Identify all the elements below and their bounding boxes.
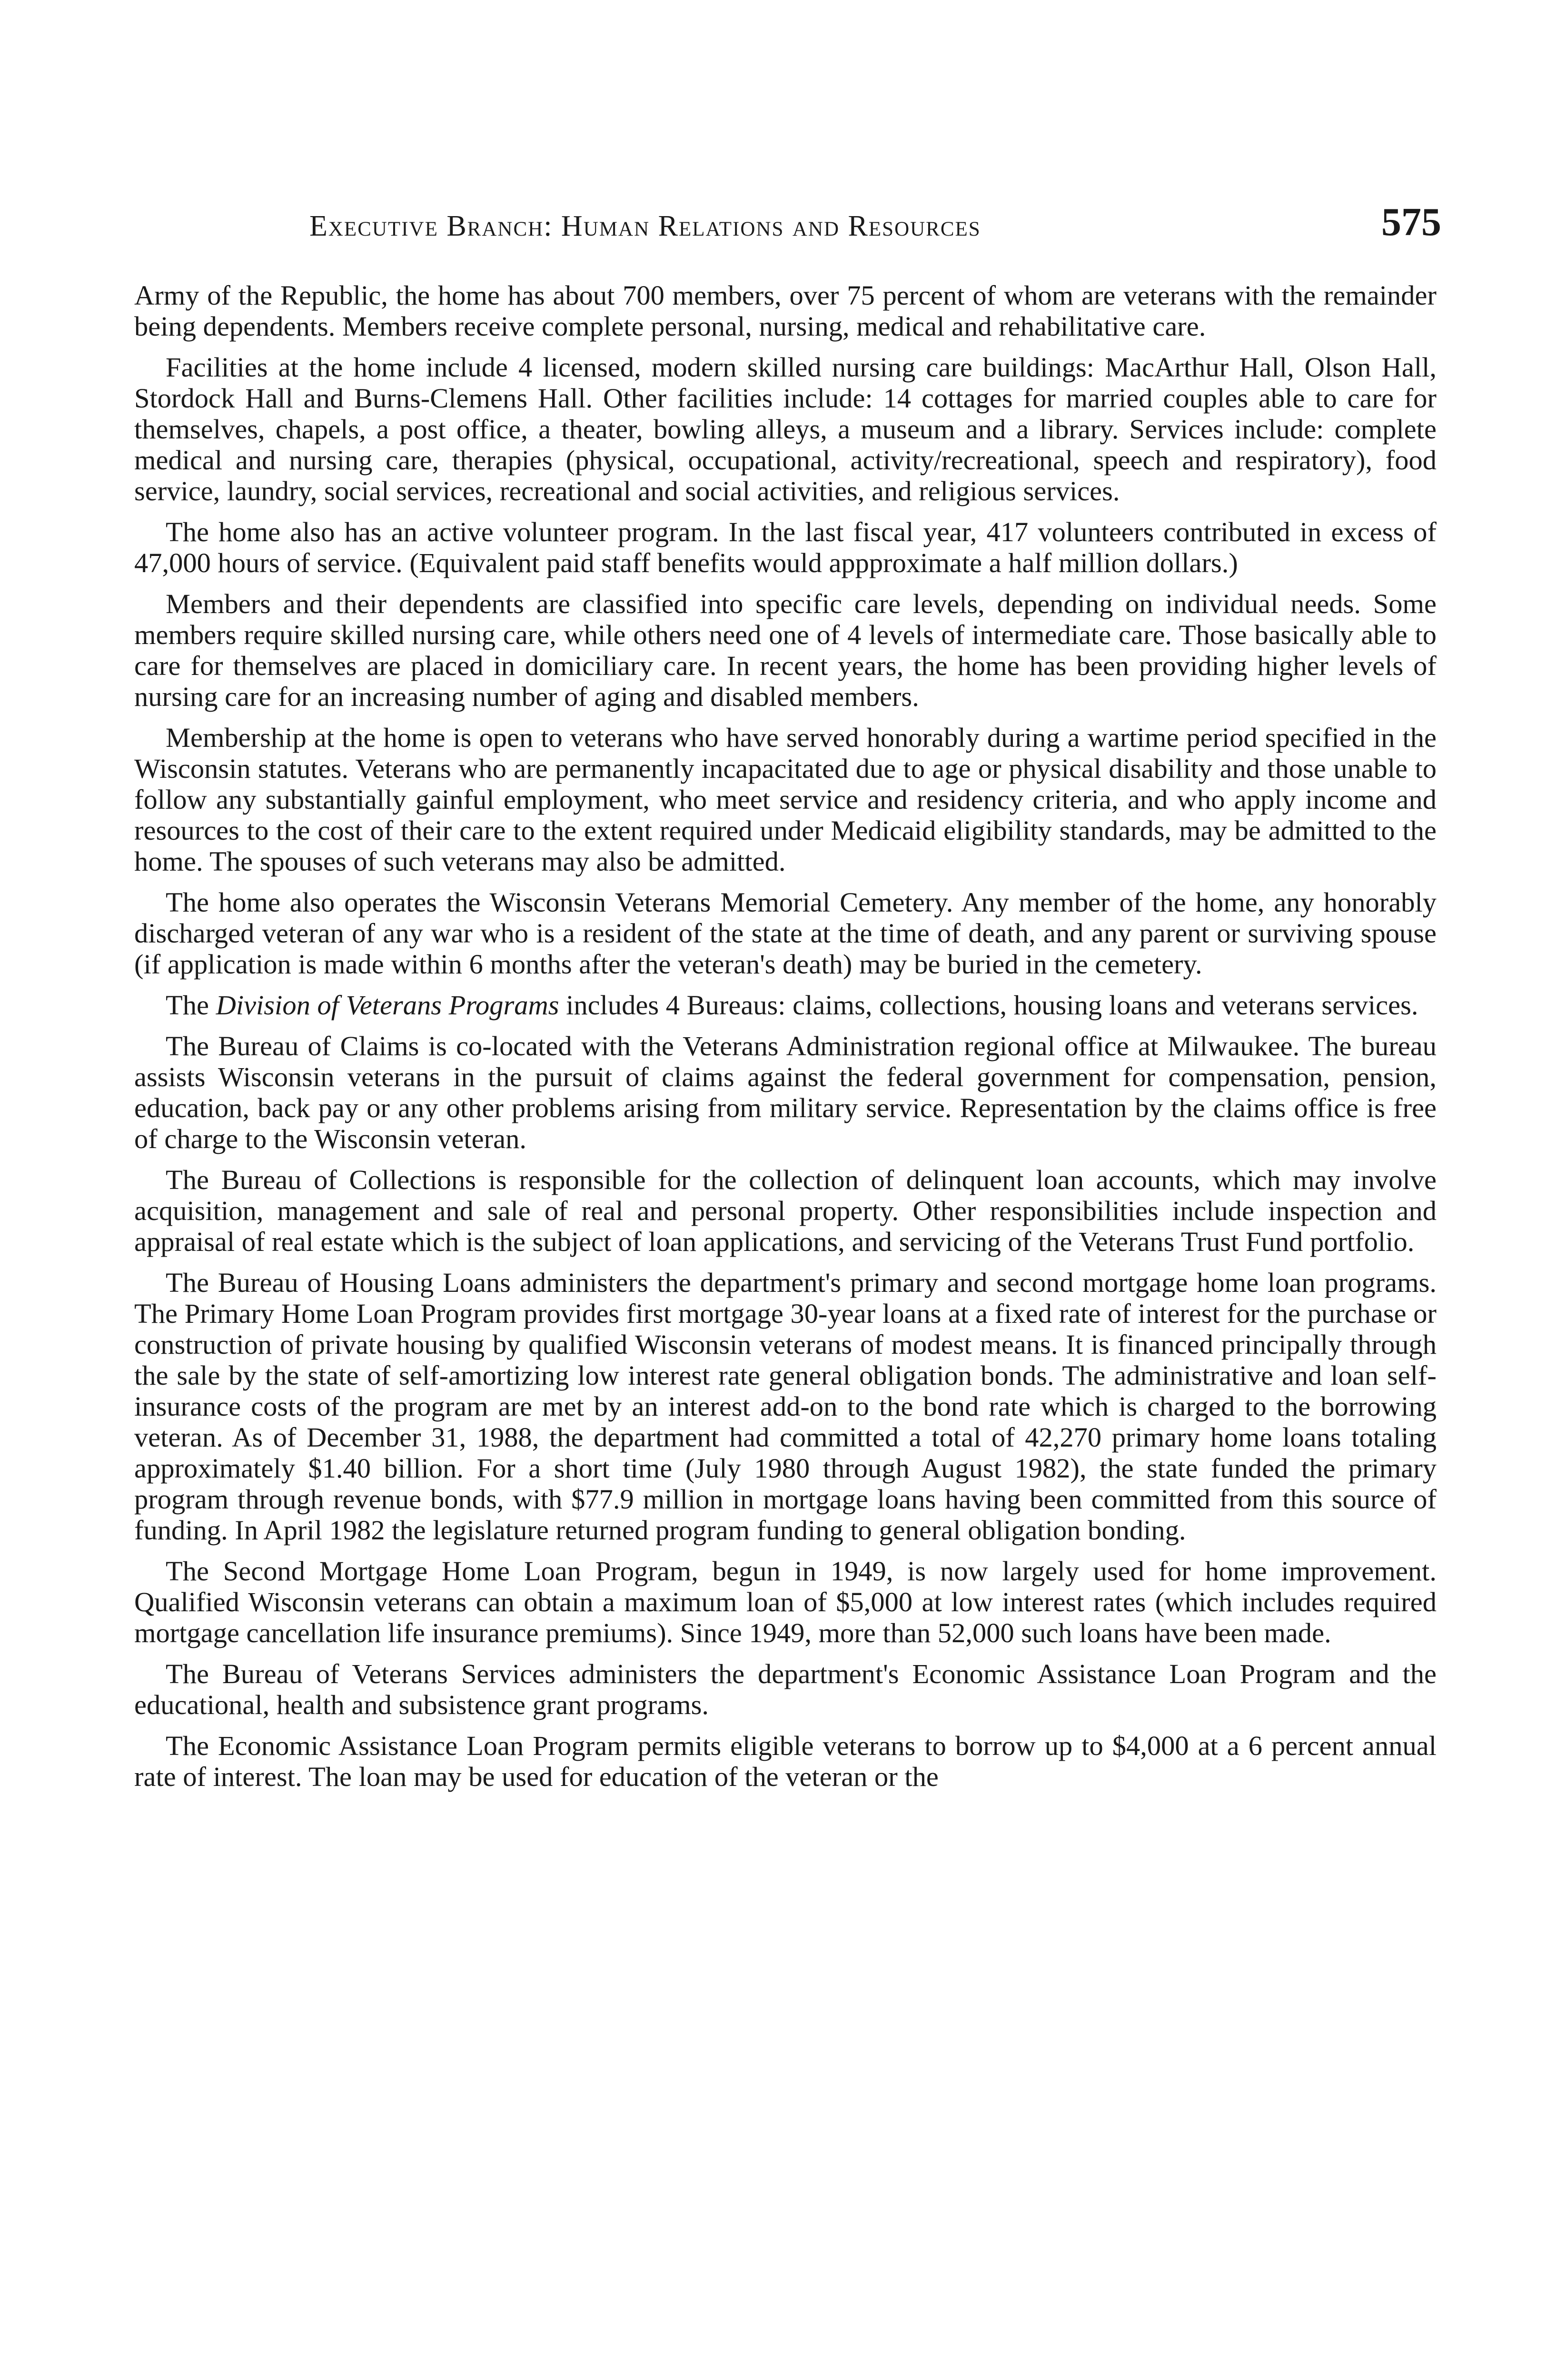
paragraph: The Second Mortgage Home Loan Program, begun in 1949, is now largely used for home improvement. Qualified Wisconsin veterans can obtain a maximum loan of $5,000 at low interest rates (which includes required mortgage cancellation life insurance premiums). Since 1949, more than 52,000 such loans have been made. (134, 1556, 1437, 1648)
paragraph-continued: Army of the Republic, the home has about 700 members, over 75 percent of whom are veterans with the remainder being dependents. Members receive complete personal, nursing, medical and rehabilitative care. (134, 280, 1437, 342)
paragraph: The Bureau of Housing Loans administers the department's primary and second mortgage home loan programs. The Primary Home Loan Program provides first mortgage 30-year loans at a fixed rate of interest for the purchase or construction of private housing by qualified Wisconsin veterans of modest means. It is financed principally through the sale by the state of self-amortizing low interest rate general obligation bonds. The administrative and loan self-insurance costs of the program are met by an interest add-on to the bond rate which is charged to the borrowing veteran. As of December 31, 1988, the department had committed a total of 42,270 primary home loans totaling approximately $1.40 billion. For a short time (July 1980 through August 1982), the state funded the primary program through revenue bonds, with $77.9 million in mortgage loans having been committed from this source of funding. In April 1982 the legislature returned program funding to general obligation bonding. (134, 1267, 1437, 1546)
paragraph: The Bureau of Claims is co-located with the Veterans Administration regional office at Milwaukee. The bureau assists Wisconsin veterans in the pursuit of claims against the federal government for compensation, pension, education, back pay or any other problems arising from military service. Representation by the claims office is free of charge to the Wisconsin veteran. (134, 1031, 1437, 1154)
paragraph: The Bureau of Veterans Services administers the department's Economic Assistance Loan Program and the educational, health and subsistence grant programs. (134, 1658, 1437, 1720)
paragraph: Facilities at the home include 4 licensed, modern skilled nursing care buildings: MacArthur Hall, Olson Hall, Stordock Hall and Burns-Clemens Hall. Other facilities include: 14 cottages for married couples able to care for themselves, chapels, a post office, a theater, bowling alleys, a museum and a library. Services include: complete medical and nursing care, therapies (physical, occupational, activity/recreational, speech and respiratory), food service, laundry, social services, recreational and social activities, and religious services. (134, 352, 1437, 506)
running-head (309, 199, 1523, 251)
paragraph-text: includes 4 Bureaus: claims, collections, housing loans and veterans services. (559, 990, 1418, 1021)
running-title: Executive Branch: Human Relations and Resources (309, 210, 981, 242)
body-text (134, 280, 1437, 1802)
paragraph: The home also operates the Wisconsin Veterans Memorial Cemetery. Any member of the home, any honorably discharged veteran of any war who is a resident of the state at the time of death, and any parent or surviving spouse (if application is made within 6 months after the veteran's death) may be buried in the cemetery. (134, 887, 1437, 980)
paragraph: The Economic Assistance Loan Program permits eligible veterans to borrow up to $4,000 at a 6 percent annual rate of interest. The loan may be used for education of the veteran or the (134, 1730, 1437, 1792)
division-name-italic: Division of Veterans Programs (216, 990, 559, 1021)
paragraph: The Bureau of Collections is responsible for the collection of delinquent loan accounts, which may involve acquisition, management and sale of real and personal property. Other responsibilities include inspection and appraisal of real estate which is the subject of loan applications, and servicing of the Veterans Trust Fund portfolio. (134, 1164, 1437, 1257)
paragraph: The home also has an active volunteer program. In the last fiscal year, 417 volunteers contributed in excess of 47,000 hours of service. (Equivalent paid staff benefits would appproximate a half million dollars.) (134, 516, 1437, 578)
paragraph: Membership at the home is open to veterans who have served honorably during a wartime period specified in the Wisconsin statutes. Veterans who are permanently incapacitated due to age or physical disability and those unable to follow any substantially gainful employment, who meet service and residency criteria, and who apply income and resources to the cost of their care to the extent required under Medicaid eligibility standards, may be admitted to the home. The spouses of such veterans may also be admitted. (134, 722, 1437, 877)
page-number: 575 (1381, 200, 1441, 244)
paragraph-text: The (166, 990, 216, 1021)
paragraph-division-of-veterans-programs (134, 990, 1437, 1021)
paragraph: Members and their dependents are classified into specific care levels, depending on individual needs. Some members require skilled nursing care, while others need one of 4 levels of intermediate care. Those basically able to care for themselves are placed in domiciliary care. In recent years, the home has been providing higher levels of nursing care for an increasing number of aging and disabled members. (134, 588, 1437, 712)
